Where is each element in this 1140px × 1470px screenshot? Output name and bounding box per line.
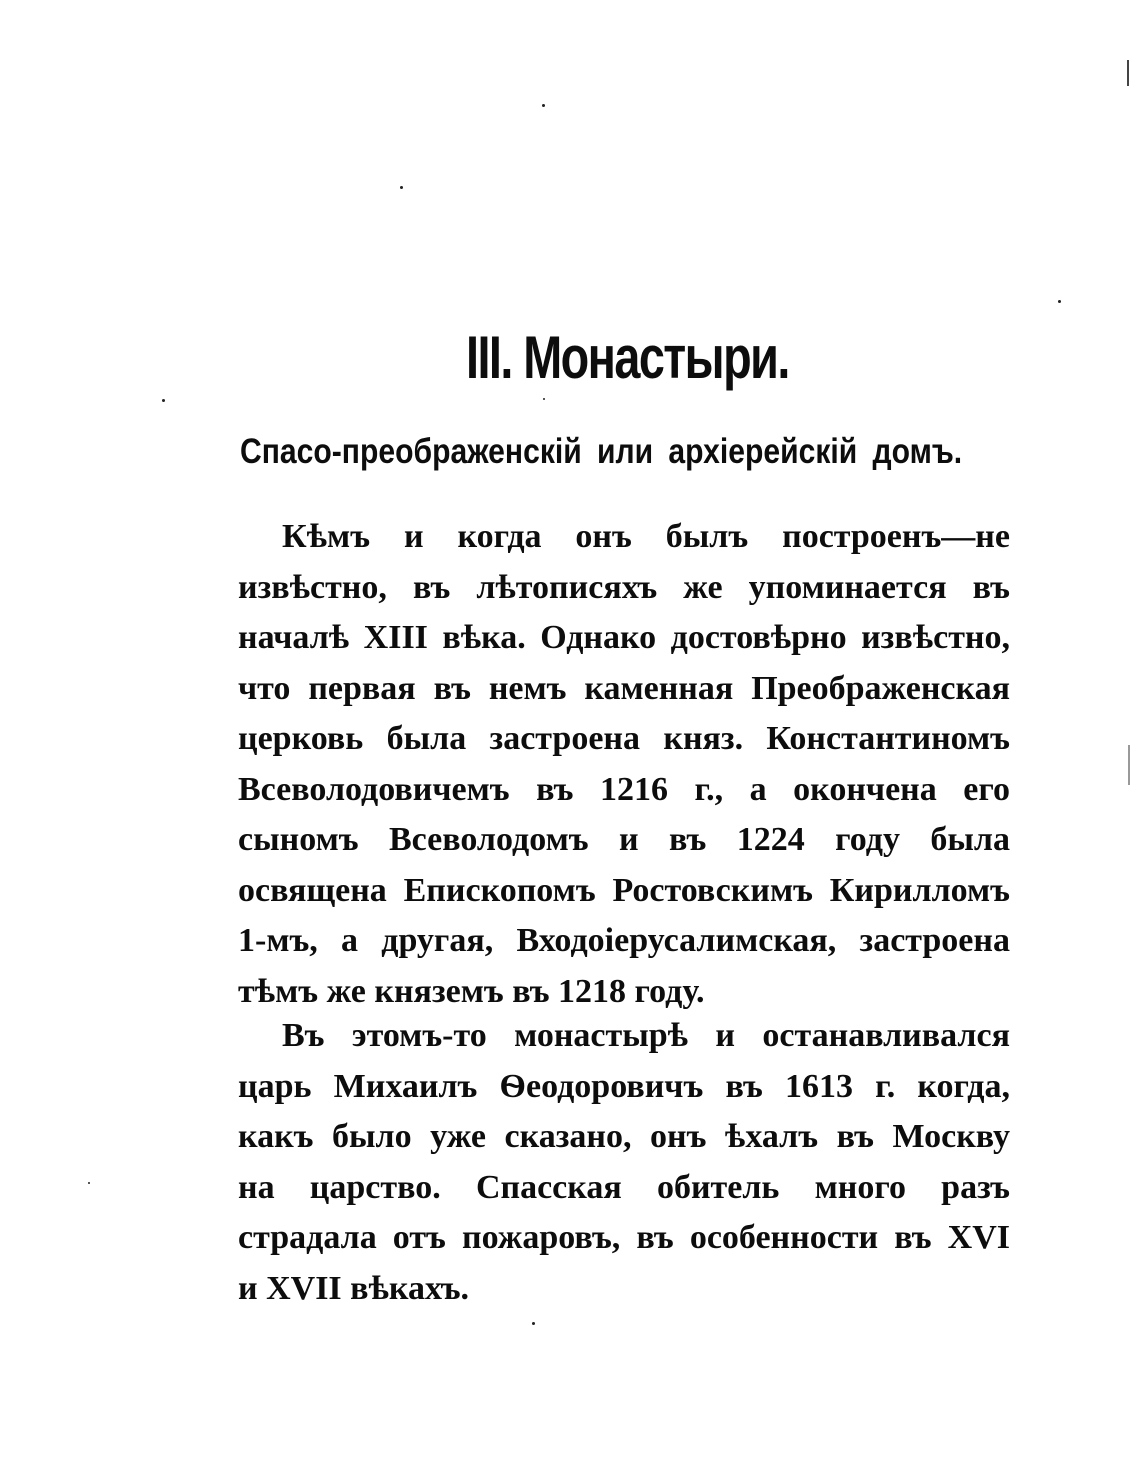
paragraph-line: 1-мъ, а другая, Входоіерусалимская, застроена: [238, 922, 1010, 959]
paragraph-2: [238, 1011, 1010, 1314]
paragraph-line: сыномъ Всеволодомъ и въ 1224 году была: [238, 821, 1010, 858]
section-heading: Спасо-преображенскій или архіерейскій домъ.: [240, 432, 963, 471]
paragraph-line: какъ было уже сказано, онъ ѣхалъ въ Москву: [238, 1118, 1010, 1155]
scan-speck: [162, 399, 165, 402]
scan-speck: [400, 186, 403, 189]
paragraph-line: тѣмъ же княземъ въ 1218 году.: [238, 972, 705, 1010]
chapter-title: III. Монастыри.: [466, 324, 789, 391]
edge-mark: [1128, 745, 1130, 785]
paragraph-line: что первая въ немъ каменная Преображенская: [238, 669, 1010, 707]
paragraph-line: и XVII вѣкахъ.: [238, 1269, 470, 1307]
paragraph-line: царь Михаилъ Ѳеодоровичъ въ 1613 г. когда,: [238, 1067, 1010, 1105]
scan-speck: [543, 398, 545, 400]
paragraph-line: началѣ XIII вѣка. Однако достовѣрно извѣстно,: [238, 619, 1010, 656]
paragraph-line: на царство. Спасская обитель много разъ: [238, 1168, 1010, 1206]
paragraph-line: церковь была застроена княз. Константиномъ: [238, 720, 1010, 757]
paragraph-line: освящена Епископомъ Ростовскимъ Кирилломъ: [238, 871, 1010, 909]
scan-speck: [542, 104, 545, 107]
edge-mark: [1127, 60, 1129, 86]
paragraph-line: извѣстно, въ лѣтописяхъ же упоминается въ: [238, 568, 1010, 606]
scan-speck: [88, 1182, 90, 1184]
paragraph-line: Кѣмъ и когда онъ былъ построенъ—не: [282, 518, 1010, 555]
paragraph-1: [238, 512, 1010, 1017]
scan-speck: [532, 1322, 535, 1325]
paragraph-line: страдала отъ пожаровъ, въ особенности въ XVI: [238, 1219, 1010, 1256]
scan-speck: [1058, 300, 1061, 303]
paragraph-line: Въ этомъ-то монастырѣ и останавливался: [282, 1017, 1010, 1054]
paragraph-line: Всеволодовичемъ въ 1216 г., а окончена его: [238, 770, 1010, 808]
